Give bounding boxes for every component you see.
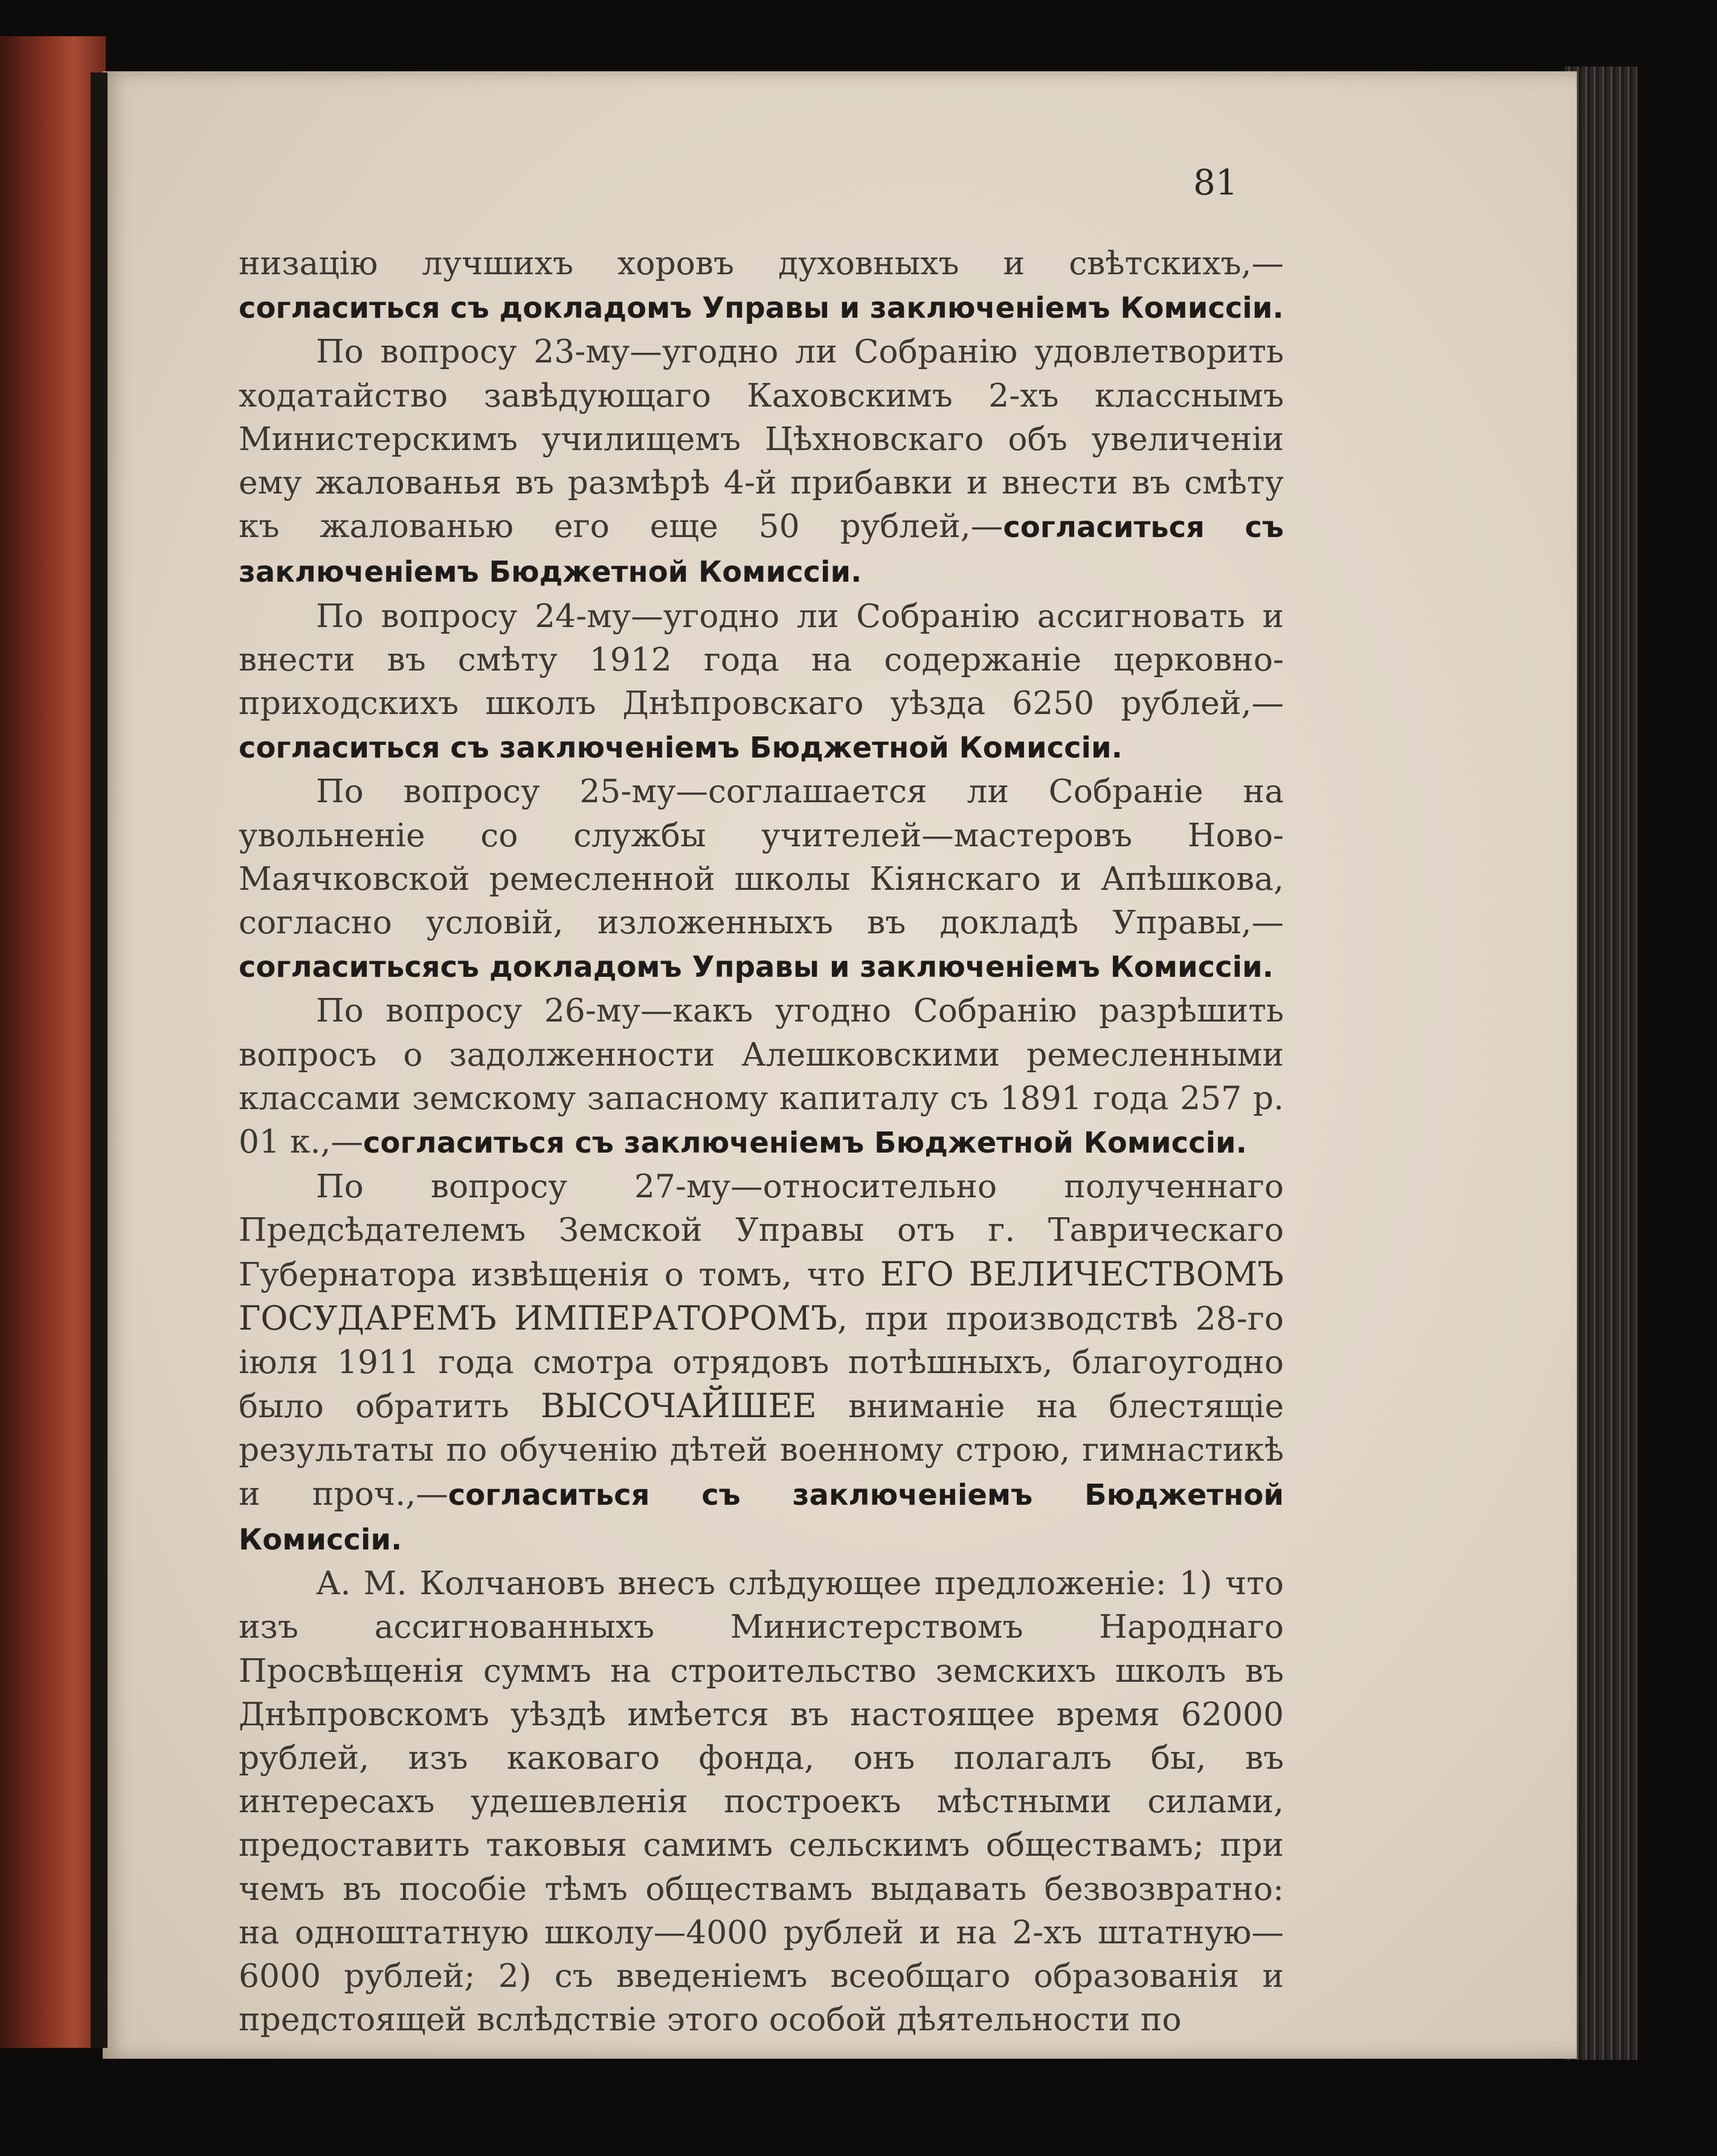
caps-text: ЕГО ВЕЛИЧЕСТВОМЪ ГОСУДАРЕМЪ ИМПЕРАТОРОМЪ [239,1254,1284,1337]
page-body-text [239,242,1284,2041]
paragraph-text: вниманіе на блестящіе результаты по обученію дѣтей военному строю, гимнастикѣ и проч.,— [239,1387,1284,1513]
paragraph-text: А. М. Колчановъ внесъ слѣдующее предложеніе: 1) что изъ ассигнованныхъ Министерствомъ Народнаго Просвѣщенія суммъ на строительство земскихъ школъ въ Днѣпровскомъ уѣздѣ имѣется въ настоящее время 62000 рублей, изъ каковаго фонда, онъ полагалъ бы, въ интересахъ удешевленія построекъ мѣстными силами, предоставить таковыя самимъ сельскимъ обществамъ; при чемъ въ пособіе тѣмъ обществамъ выдавать безвозвратно: на одноштатную школу—4000 рублей и на 2-хъ штатную—6000 рублей; 2) съ введеніемъ всеобщаго образованія и предстоящей вслѣдствіе этого особой дѣятельности по [239,1564,1284,2039]
paragraph [239,989,1284,1165]
paragraph-text: По вопросу 27-му—относительно полученнаго Предсѣдателемъ Земской Управы отъ г. Таврическаго Губернатора извѣщенія о томъ, что [239,1167,1284,1293]
resolution-text: согласиться съ заключеніемъ Бюджетной Комиссіи. [239,1478,1284,1557]
resolution-text: согласиться съ заключеніемъ Бюджетной Комиссіи. [239,510,1284,590]
paragraph-text: По вопросу 24-му—угодно ли Собранію ассигновать и внести въ смѣту 1912 года на содержаніе церковно-приходскихъ школъ Днѣпровскаго уѣзда 6250 рублей,— [239,596,1284,722]
paragraph [239,242,1284,330]
resolution-text: согласиться съ заключеніемъ Бюджетной Комиссіи. [363,1126,1247,1160]
page-number: 81 [1193,162,1238,203]
book-cover-left [0,36,106,2048]
book-spine [91,72,108,2048]
paragraph [239,1165,1284,1562]
caps-text: ВЫСОЧАЙШЕЕ [540,1386,817,1426]
paragraph-text: По вопросу 25-му—соглашается ли Собраніе на увольненіе со службы учителей—мастеровъ Ново-Маячковской ремесленной школы Кіянскаго и Апѣшкова, согласно условій, изложенныхъ въ докладѣ Управы,— [239,772,1284,942]
paragraph-text: По вопросу 26-му—какъ угодно Собранію разрѣшить вопросъ о задолженности Алешковскими ремесленными классами земскому запасному капиталу съ 1891 года 257 р. 01 к.,— [239,991,1284,1161]
resolution-text: согласиться съ докладомъ Управы и заключеніемъ Комиссіи. [239,291,1284,326]
paragraph [239,330,1284,594]
paragraph-text: По вопросу 23-му—угодно ли Собранію удовлетворить ходатайство завѣдующаго Каховскимъ 2-хъ класснымъ Министерскимъ училищемъ Цѣхновскаго объ увеличеніи ему жалованья въ размѣрѣ 4-й прибавки и внести въ смѣту къ жалованью его еще 50 рублей,— [239,332,1284,545]
resolution-text: согласитьсясъ докладомъ Управы и заключеніемъ Комиссіи. [239,950,1274,985]
paragraph [239,594,1284,770]
paragraph-text: низацію лучшихъ хоровъ духовныхъ и свѣтскихъ,— [239,244,1284,282]
paragraph [239,770,1284,989]
paragraph-text: , при производствѣ 28-го іюля 1911 года смотра отрядовъ потѣшныхъ, благоугодно было обратить [239,1299,1284,1426]
resolution-text: согласиться съ заключеніемъ Бюджетной Комиссіи. [239,731,1123,765]
paragraph [239,1562,1284,2041]
